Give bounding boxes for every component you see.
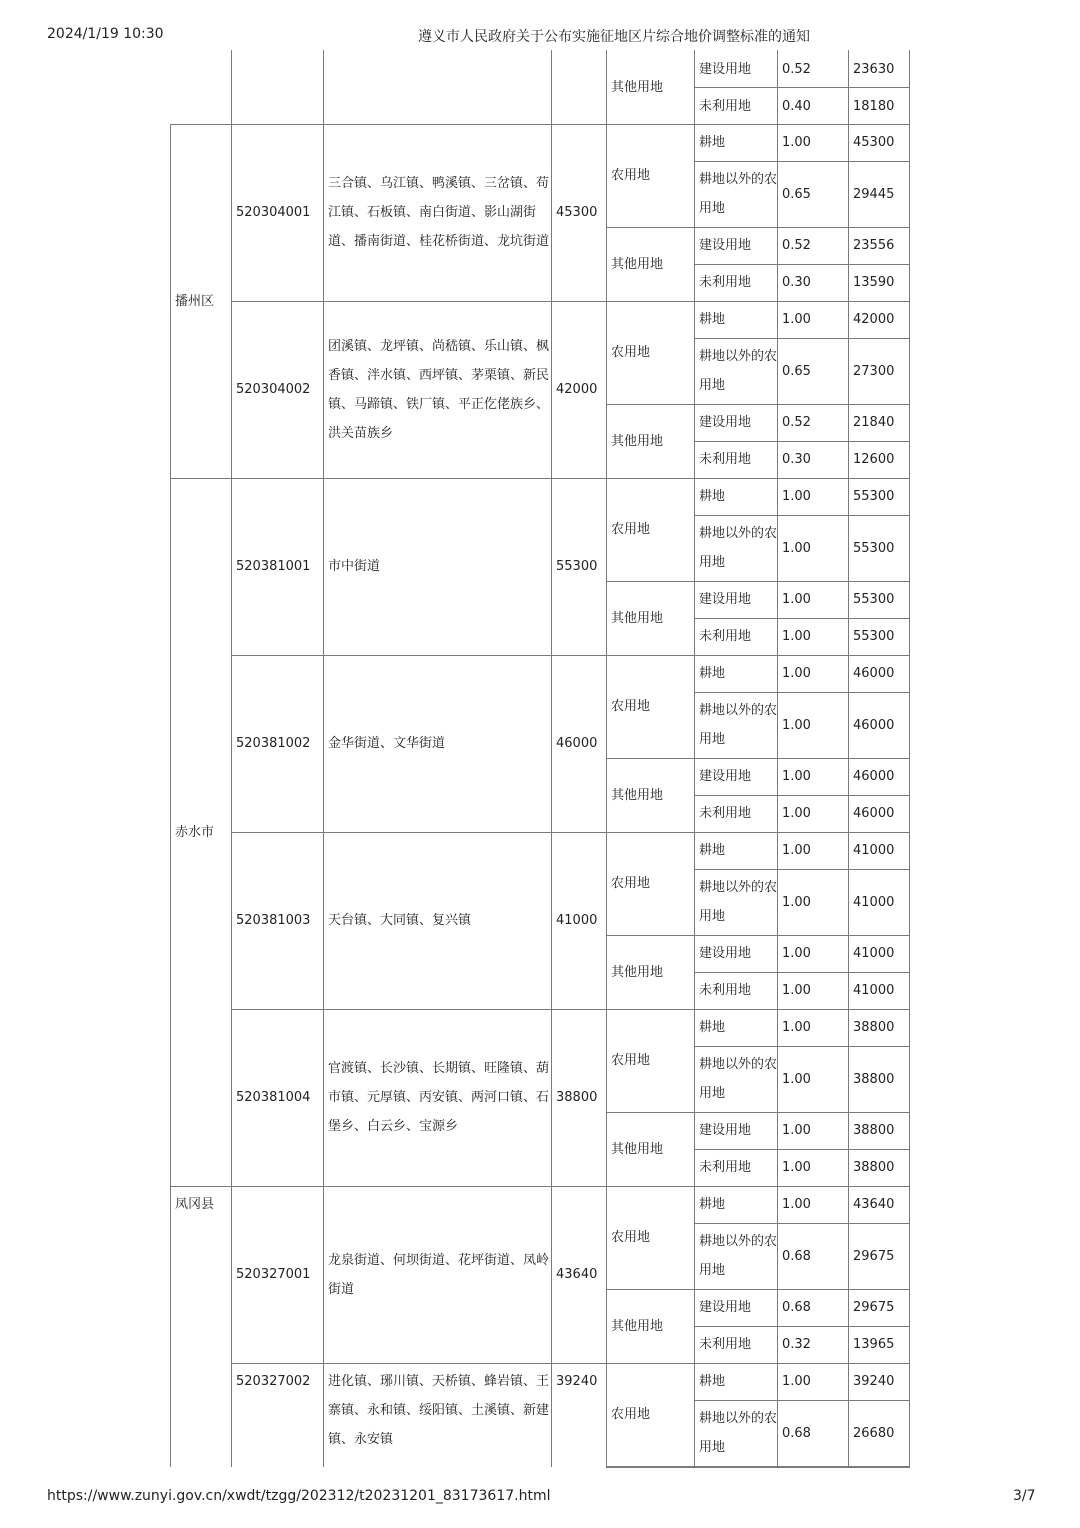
land-type [699,1404,777,1462]
zone-towns-line: 香镇、泮水镇、西坪镇、茅栗镇、新民 [328,367,550,383]
price-value: 46000 [853,717,895,733]
land-type-line: 用地 [699,378,726,393]
factor-value: 1.00 [782,1071,811,1087]
factor-value: 0.65 [782,186,811,202]
price-value: 29675 [853,1300,895,1315]
zone-towns-line: 洪关苗族乡 [328,425,394,441]
land-type-line: 建设用地 [699,1123,752,1138]
factor-value: 0.65 [782,363,811,379]
table-grid-hline [606,478,910,479]
factor-value: 0.68 [782,1300,811,1315]
land-type [699,622,751,651]
land-type-line: 未利用地 [699,983,752,998]
page-title: 遵义市人民政府关于公布实施征地区片综合地价调整标准的通知 [418,29,810,45]
price-value: 38800 [853,1020,895,1035]
table-grid-hline [694,618,910,619]
table-grid-hline [694,515,910,516]
land-type [699,128,725,157]
land-group: 农用地 [611,345,651,360]
land-type-line: 建设用地 [699,769,752,784]
table-grid-hline [170,124,910,125]
factor-value: 0.52 [782,415,811,430]
zone-towns-line: 江镇、石板镇、南白街道、影山湖街 [328,205,537,220]
land-type-line: 用地 [699,732,726,747]
land-group: 其他用地 [611,79,664,95]
price-value: 23556 [853,238,895,253]
land-group: 农用地 [611,522,651,537]
table-grid-hline [606,1112,910,1113]
page-number: 3/7 [1013,1488,1036,1504]
price-value: 46000 [853,806,895,821]
zone-base-price: 55300 [556,559,598,574]
price-value: 43640 [853,1197,895,1212]
land-type [699,519,777,577]
land-type-line: 耕地以外的农 [699,703,778,718]
zone-base-price: 46000 [556,736,598,751]
table-grid-hline [694,264,910,265]
factor-value: 0.68 [782,1425,811,1441]
table-grid-vline [170,124,171,1467]
land-group: 其他用地 [611,1318,664,1334]
factor-value: 1.00 [782,135,811,150]
table-grid-hline [606,301,910,302]
land-type-line: 耕地以外的农 [699,172,778,187]
zone-towns-line: 市镇、元厚镇、丙安镇、两河口镇、石 [328,1090,550,1105]
zone-code: 520327001 [236,1267,311,1282]
factor-value: 0.52 [782,61,811,77]
table-grid-hline [606,655,910,656]
table-grid-hline [606,581,910,582]
land-group: 其他用地 [611,610,664,626]
price-value: 13590 [853,275,895,290]
table-grid-hline [694,869,910,870]
land-type-line: 用地 [699,1086,726,1101]
zone-towns-line: 镇、永安镇 [328,1432,394,1447]
land-type [699,165,777,223]
factor-value: 0.40 [782,98,811,114]
table-grid-hline [606,1009,910,1010]
zone-towns-line: 金华街道、文华街道 [328,736,446,751]
zone-towns-line: 堡乡、白云乡、宝源乡 [328,1119,459,1134]
price-value: 38800 [853,1123,895,1138]
land-type-line: 建设用地 [699,592,752,607]
table-grid-hline [606,227,910,228]
table-grid-hline [606,1467,910,1468]
land-type [699,585,751,614]
factor-value: 1.00 [782,843,811,858]
land-type: 未利用地 [699,98,752,114]
land-type [699,231,751,260]
table-grid-vline [848,50,849,1467]
district-name: 播州区 [175,293,215,309]
factor-value: 0.68 [782,1248,811,1264]
price-value: 55300 [853,489,895,504]
land-group: 农用地 [611,168,651,183]
table-grid-hline [170,1186,232,1187]
land-type-line: 未利用地 [699,1337,752,1352]
land-type [699,873,777,931]
factor-value: 1.00 [782,1160,811,1175]
land-type-line: 未利用地 [699,806,752,821]
factor-value: 1.00 [782,946,811,961]
land-type-line: 未利用地 [699,629,752,644]
table-grid-hline [694,441,910,442]
table-grid-vline [909,50,910,1467]
table-grid-hline [694,338,910,339]
zone-towns-line: 镇、马蹄镇、铁厂镇、平正仡佬族乡、 [328,396,550,412]
table-grid-hline [694,972,910,973]
price-value: 46000 [853,769,895,784]
land-type-line: 耕地 [699,1197,726,1212]
table-grid-vline [323,50,324,1467]
land-type-line: 耕地以外的农 [699,526,778,541]
land-type-line: 耕地以外的农 [699,1411,778,1426]
land-type-line: 耕地 [699,312,726,327]
land-type [699,976,751,1005]
price-value: 38800 [853,1160,895,1175]
zone-towns-line: 进化镇、琊川镇、天桥镇、蜂岩镇、王 [328,1374,550,1389]
land-type-line: 耕地以外的农 [699,349,778,364]
price-value: 55300 [853,540,895,556]
land-group: 农用地 [611,1230,651,1245]
table-grid-hline [606,404,910,405]
price-value: 29445 [853,186,895,202]
land-type-line: 未利用地 [699,452,752,467]
table-grid-hline [606,758,910,759]
zone-code: 520381001 [236,559,311,574]
price-value: 12600 [853,452,895,467]
land-type-line: 未利用地 [699,1160,752,1175]
land-type [699,1190,725,1219]
factor-value: 1.00 [782,540,811,556]
table-grid-vline [694,50,695,1467]
land-group: 其他用地 [611,787,664,803]
land-group: 其他用地 [611,256,664,272]
zone-towns-line: 三合镇、乌江镇、鸭溪镇、三岔镇、苟 [328,176,550,191]
table-grid-hline [170,478,232,479]
land-type-line: 用地 [699,1263,726,1278]
land-type-line: 用地 [699,1440,726,1455]
zone-towns [328,906,471,935]
zone-towns-line: 市中街道 [328,559,381,574]
table-grid-vline [551,50,552,1467]
price-value: 55300 [853,592,895,607]
factor-value: 1.00 [782,983,811,998]
land-type-line: 耕地 [699,1374,726,1389]
table-grid-hline [606,1363,910,1364]
print-datetime: 2024/1/19 10:30 [47,26,164,42]
land-type-line: 用地 [699,201,726,216]
zone-base-price: 39240 [556,1374,598,1389]
land-type-line: 耕地 [699,843,726,858]
price-value: 38800 [853,1071,895,1087]
district-name: 赤水市 [175,824,215,840]
land-type [699,1330,751,1359]
table-grid-hline [694,1400,910,1401]
land-type [699,762,751,791]
table-grid-vline [231,50,232,1467]
land-type [699,836,725,865]
land-type [699,1227,777,1285]
land-type-line: 用地 [699,909,726,924]
price-value: 55300 [853,629,895,644]
factor-value: 1.00 [782,489,811,504]
land-type [699,659,725,688]
zone-base-price: 41000 [556,913,598,928]
zone-towns [328,729,445,758]
zone-towns-line: 寨镇、永和镇、绥阳镇、土溪镇、新建 [328,1403,550,1418]
land-type-line: 耕地 [699,135,726,150]
zone-base-price: 45300 [556,205,598,220]
price-value: 27300 [853,363,895,379]
land-group: 其他用地 [611,433,664,449]
price-value: 41000 [853,983,895,998]
land-group: 其他用地 [611,964,664,980]
table-grid-hline [694,1046,910,1047]
factor-value: 1.00 [782,1123,811,1138]
land-type [699,1293,751,1322]
factor-value: 0.52 [782,238,811,253]
land-group: 其他用地 [611,1141,664,1157]
price-value: 18180 [853,98,895,114]
zone-towns-line: 团溪镇、龙坪镇、尚嵇镇、乐山镇、枫 [328,338,550,354]
factor-value: 1.00 [782,1374,811,1389]
price-value: 45300 [853,135,895,150]
land-type-line: 耕地以外的农 [699,1057,778,1072]
table-grid-hline [606,935,910,936]
price-value: 41000 [853,946,895,961]
land-type [699,1013,725,1042]
price-value: 41000 [853,894,895,910]
zone-code: 520327002 [236,1374,311,1389]
land-type-line: 建设用地 [699,415,752,430]
land-group: 农用地 [611,699,651,714]
land-type-line: 建设用地 [699,1300,752,1315]
zone-towns [328,332,549,448]
land-type-line: 耕地 [699,1020,726,1035]
zone-towns [328,169,549,256]
table-grid-vline [606,50,607,1467]
district-name: 凤冈县 [175,1197,215,1212]
land-type [699,696,777,754]
zone-towns-line: 道、播南街道、桂花桥街道、龙坑街道 [328,234,550,249]
land-type [699,1367,725,1396]
land-group: 农用地 [611,876,651,891]
table-grid-hline [606,1186,910,1187]
land-type-line: 耕地 [699,666,726,681]
zone-towns [328,1367,549,1454]
factor-value: 0.32 [782,1337,811,1352]
factor-value: 1.00 [782,666,811,681]
zone-towns [328,1246,549,1304]
land-type [699,799,751,828]
factor-value: 1.00 [782,1020,811,1035]
zone-base-price: 43640 [556,1267,598,1282]
table-grid-hline [694,795,910,796]
land-type [699,1050,777,1108]
land-type-line: 建设用地 [699,946,752,961]
factor-value: 1.00 [782,629,811,644]
table-grid-hline [694,1149,910,1150]
factor-value: 1.00 [782,717,811,733]
zone-towns-line: 官渡镇、长沙镇、长期镇、旺隆镇、葫 [328,1061,550,1076]
table-grid-hline [694,87,910,88]
factor-value: 1.00 [782,806,811,821]
land-type [699,482,725,511]
land-type-line: 耕地以外的农 [699,1234,778,1249]
land-type [699,305,725,334]
zone-code: 520381002 [236,736,311,751]
zone-towns-line: 街道 [328,1281,355,1297]
zone-towns-line: 龙泉街道、何坝街道、花坪街道、凤岭 [328,1252,550,1268]
price-value: 41000 [853,843,895,858]
land-type [699,268,751,297]
factor-value: 0.30 [782,452,811,467]
zone-towns-line: 天台镇、大同镇、复兴镇 [328,913,472,928]
zone-base-price: 42000 [556,382,598,397]
land-type-line: 耕地 [699,489,726,504]
price-value: 23630 [853,61,895,77]
price-value: 46000 [853,666,895,681]
factor-value: 1.00 [782,592,811,607]
zone-code: 520381003 [236,913,311,928]
table-grid-hline [694,1326,910,1327]
land-type [699,939,751,968]
land-type-line: 未利用地 [699,275,752,290]
land-group: 农用地 [611,1053,651,1068]
zone-towns [328,1054,549,1141]
zone-code: 520304002 [236,382,311,397]
factor-value: 1.00 [782,312,811,327]
zone-code: 520304001 [236,205,311,220]
table-grid-vline [777,50,778,1467]
factor-value: 1.00 [782,1197,811,1212]
land-type-line: 用地 [699,555,726,570]
land-type-line: 耕地以外的农 [699,880,778,895]
land-type [699,1153,751,1182]
factor-value: 1.00 [782,769,811,784]
zone-code: 520381004 [236,1090,311,1105]
table-grid-hline [606,832,910,833]
table-grid-hline [606,1289,910,1290]
price-value: 29675 [853,1248,895,1264]
factor-value: 0.30 [782,275,811,290]
footer-url[interactable]: https://www.zunyi.gov.cn/xwdt/tzgg/202312/t20231201_83173617.html [47,1488,551,1504]
price-value: 26680 [853,1425,895,1441]
land-type: 建设用地 [699,61,752,77]
zone-towns [328,552,380,581]
table-grid-hline [694,692,910,693]
zone-base-price: 38800 [556,1090,598,1105]
factor-value: 1.00 [782,894,811,910]
price-value: 13965 [853,1337,895,1352]
table-grid-hline [694,1223,910,1224]
land-type [699,342,777,400]
price-value: 39240 [853,1374,895,1389]
price-value: 21840 [853,415,895,430]
land-type [699,1116,751,1145]
table-grid-hline [694,161,910,162]
land-type [699,408,751,437]
price-value: 42000 [853,312,895,327]
land-type [699,445,751,474]
land-group: 农用地 [611,1407,651,1422]
land-type-line: 建设用地 [699,238,752,253]
